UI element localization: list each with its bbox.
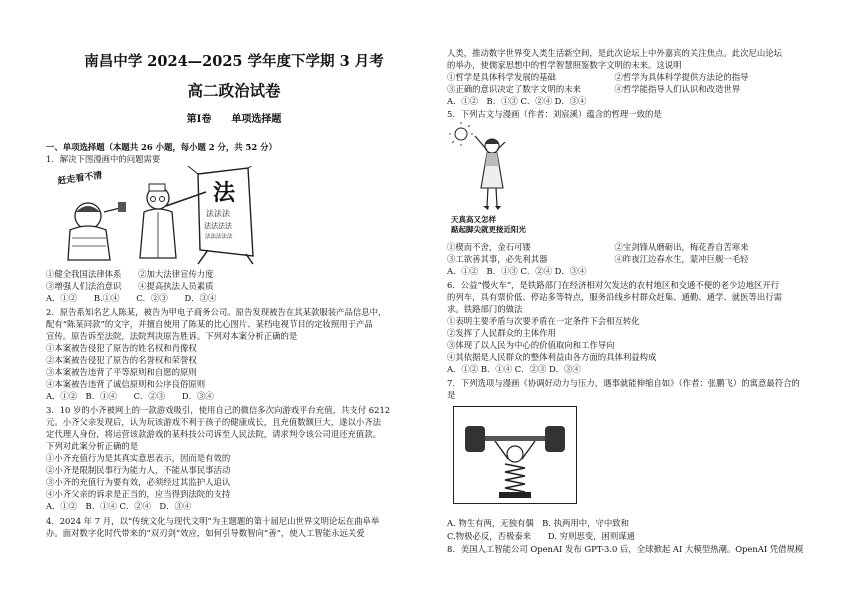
question-3-line: 元。小齐父亲发现后，认为玩该游戏不利于孩子的健康成长，且充值数额巨大，遂以小齐法 bbox=[46, 417, 381, 427]
q3-option: ③小齐的充值行为要有效，必须经过其监护人追认 bbox=[46, 477, 231, 487]
q4-option: ①哲学是具体科学发展的基础 ②哲学为具体科学提供方法论的指导 bbox=[447, 72, 749, 82]
q6-option: ③体现了以人民为中心的价值取向和工作导向 bbox=[447, 340, 615, 350]
q6-option: ②发挥了人民群众的主体作用 bbox=[447, 328, 556, 338]
svg-text:法法法法法: 法法法法法 bbox=[205, 234, 233, 240]
q5-option: ③工欲善其事，必先利其器 ④昨夜江边春水生，蒙冲巨舰一毛轻 bbox=[447, 254, 749, 264]
question-6-line: 的列车，具有票价低、停站多等特点，服务沿线乡村群众赶集、通勤、通学、就医等出行需 bbox=[447, 292, 782, 302]
q3-option: ②小齐是限制民事行为能力人，不能从事民事活动 bbox=[46, 465, 231, 475]
question-2-line: 2．原告系知名艺人陈某，被告为甲电子商务公司。原告发现被告在其某款服装产品信息中， bbox=[46, 307, 387, 317]
q5-option: ①楔而不舍，金石可镂 ②宝剑锋从磨砺出，梅花香自苦寒来 bbox=[447, 242, 749, 252]
q7-option: C.物极必反，否极泰来 D. 穷则思变，困则谋通 bbox=[447, 531, 636, 541]
q3-option: ①小齐充值行为是其真实意思表示，因而是有效的 bbox=[46, 453, 231, 463]
q4-answers: A．①② B．①③ C．②④ D．③④ bbox=[447, 96, 587, 106]
question-6-line: 6．公益“慢火车”，是铁路部门在经济相对欠发达的农村地区和交通不便的老少边地区开行 bbox=[447, 280, 780, 290]
part-heading: 第Ⅰ卷 单项选择题 bbox=[186, 114, 282, 125]
chart-big-law-char: 法 bbox=[213, 181, 236, 206]
q1-option: ①健全我国法律体系 ②加大法律宣传力度 bbox=[46, 269, 214, 279]
question-3-line: 下列对此案分析正确的是 bbox=[46, 441, 139, 451]
cartoon-caption-line: 天真高又怎样 bbox=[451, 215, 496, 224]
sun-girl-cartoon-image bbox=[447, 122, 557, 234]
question-4-line: 办。面对数字化时代带来的“双刃剑”效应，如何引导数智向“善”，使人工智能永远关爱 bbox=[46, 528, 365, 538]
question-2-line: 配有“陈某同款”的文字，并擅自使用了陈某的比心图片、某档电视节目的定妆照用于产品 bbox=[46, 319, 373, 329]
q3-option: ④小齐父亲的诉求是正当的，应当得到法院的支持 bbox=[46, 489, 231, 499]
exam-subject: 高二政治试卷 bbox=[187, 81, 281, 100]
svg-text:法法法: 法法法 bbox=[206, 209, 230, 218]
q6-answers: A．①② B．①④ C．②③ D．③④ bbox=[447, 364, 581, 374]
question-2-line: 宣传。原告诉至法院，法院判决原告胜诉。下列对本案分析正确的是 bbox=[46, 331, 298, 341]
q4-option: ③正确的意识决定了数字文明的未来 ④哲学能指导人们认识和改造世界 bbox=[447, 84, 741, 94]
question-8: 8．美国人工智能公司 OpenAI 发布 GPT-3.0 后，全球掀起 AI 大模型热潮。OpenAI 凭借规模 bbox=[447, 544, 804, 554]
question-5: 5．下列古文与漫画（作者：刘宸溪）蕴含的哲理一致的是 bbox=[447, 109, 662, 119]
svg-text:法法法法: 法法法法 bbox=[204, 222, 232, 230]
q7-option: A. 物生有两，无独有偶 B. 执两用中，守中致和 bbox=[447, 518, 629, 528]
q5-answers: A．①② B．①③ C．②④ D．③④ bbox=[447, 266, 587, 276]
law-cartoon-image bbox=[48, 166, 303, 266]
q6-option: ④其依据是人民群众的整体利益由各方面的具体利益构成 bbox=[447, 352, 657, 362]
q1-answers: A．①② B.①④ C．②③ D．③④ bbox=[46, 293, 217, 303]
q2-option: ①本案被告侵犯了原告的姓名权和肖像权 bbox=[46, 343, 197, 353]
question-7-line: 是 bbox=[447, 390, 456, 400]
question-1: 1．解决下图漫画中的问题需要 bbox=[46, 154, 161, 164]
exam-title: 南昌中学 2024—2025 学年度下学期 3 月考 bbox=[84, 53, 384, 70]
q2-option: ②本案被告侵犯了原告的名誉权和荣誉权 bbox=[46, 355, 197, 365]
question-4-line: 4．2024 年 7 月，以“传统文化与现代文明”为主题题的第十届尼山世界文明论坛在曲阜举 bbox=[46, 516, 380, 526]
q2-option: ③本案被告违背了平等原则和自愿的原则 bbox=[46, 367, 197, 377]
q2-answers: A．①② B．①④ C．②③ D．③④ bbox=[46, 391, 214, 401]
question-3-line: 3．10 岁的小齐被网上的一款游戏吸引，使用自己的微信多次向游戏平台充值，共支付 6212 bbox=[46, 405, 391, 415]
spring-dumbbell-cartoon-image bbox=[453, 406, 577, 504]
question-7-line: 7．下列选项与漫画《协调好动力与压力，遇事就能伸缩自如》（作者：张鹏飞）的寓意最符合的 bbox=[447, 378, 800, 388]
q2-option: ④本案被告违背了诚信原则和公序良俗原则 bbox=[46, 379, 206, 389]
cartoon-caption-line: 踮起脚尖就更接近阳光 bbox=[451, 225, 526, 234]
cartoon-speech-text: 赶走看不清 bbox=[57, 170, 103, 187]
question-4-line: 的举办，使儒家思想中的哲学智慧照鉴数字文明的未来。这说明 bbox=[447, 60, 682, 70]
question-3-line: 定代理人身份，将运营该款游戏的某科技公司诉至人民法院，请求判令该公司退还充值款。 bbox=[46, 429, 381, 439]
section-heading: 一、单项选择题（本题共 26 小题，每小题 2 分，共 52 分） bbox=[46, 142, 277, 152]
question-4-line: 人类，推动数字世界变人类生活新空间，是此次论坛上中外嘉宾的关注焦点。此次尼山论坛 bbox=[447, 48, 782, 58]
question-6-line: 求。铁路部门的做法 bbox=[447, 304, 523, 314]
q3-answers: A．①② B．①④ C．②④ D．③④ bbox=[46, 501, 192, 511]
q1-option: ③增强人们法治意识 ④提高执法人员素质 bbox=[46, 281, 214, 291]
q6-option: ①表明主要矛盾与次要矛盾在一定条件下会相互转化 bbox=[447, 316, 640, 326]
